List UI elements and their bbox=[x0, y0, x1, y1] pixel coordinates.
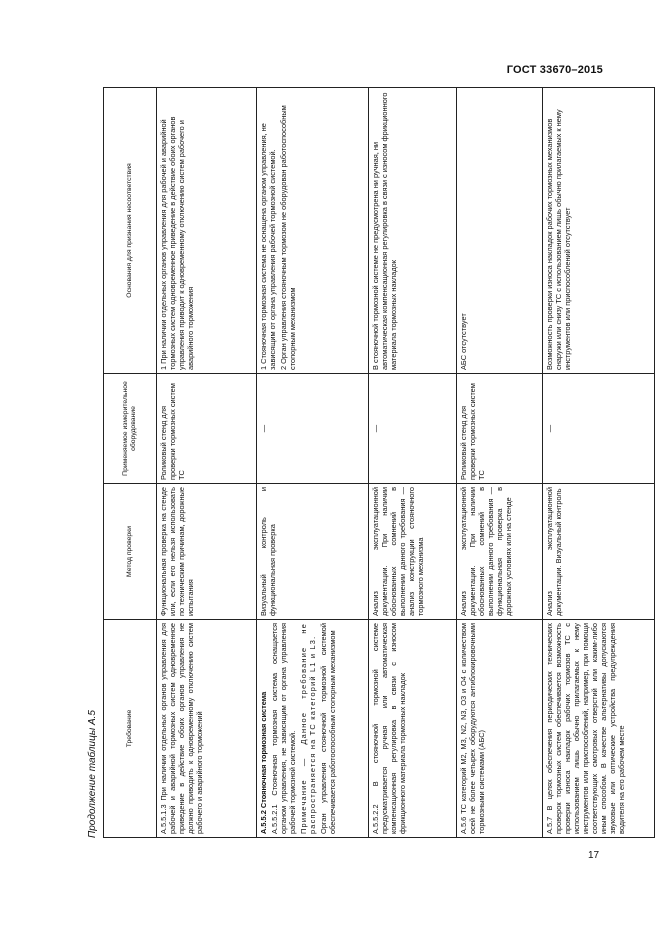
basis-cell bbox=[457, 88, 543, 374]
method-cell: Визуальный контроль и функциональная проверка bbox=[257, 484, 369, 620]
method-cell: Анализ эксплуатационной документации. При наличии обоснованных сомнений в выполнении данного требования — анализ конструкции стояночного тормозного механизма bbox=[369, 484, 457, 620]
document-code: ГОСТ 33670–2015 bbox=[506, 64, 603, 76]
requirement-cell bbox=[257, 620, 369, 838]
column-header-requirement: Требование bbox=[104, 620, 157, 838]
equipment-cell: — bbox=[543, 374, 655, 484]
table-row bbox=[369, 88, 457, 838]
basis-text: 2 Орган управления стояночным тормозом не оборудован работоспособным стопорным механизмом bbox=[279, 105, 298, 370]
requirement-cell bbox=[157, 620, 257, 838]
equipment-cell: — bbox=[257, 374, 369, 484]
requirement-text: А.5.7 В целях обеспечения периодических технических проверок тормозных систем обеспечивается возможность проверки износа накладок рабочих тормозов ТС с использованием лишь обычно прилагаемых к нему инструментов или приспособлений, например, при помощи соответствующих смотровых отверстий или каким-либо иным способом. В качестве альтернативы допускаются звуковые или оптические устройства предупреждения водителя на его рабочем месте bbox=[545, 623, 627, 834]
table-row bbox=[457, 88, 543, 838]
equipment-cell: Роликовый стенд для проверки тормозных систем ТС bbox=[457, 374, 543, 484]
basis-text: В стояночной тормозной системе не предусмотрена ни ручная, ни автоматическая компенсационная регулировка в связи с износом фрикционного материала тормозных накладок bbox=[371, 92, 399, 370]
basis-cell bbox=[369, 88, 457, 374]
column-header-basis: Основания для признания несоответствия bbox=[104, 88, 157, 374]
requirements-table bbox=[103, 87, 655, 838]
method-cell: Функциональная проверка на стенде или, если его нельзя использовать по техническим причинам, дорожные испытания bbox=[157, 484, 257, 620]
basis-cell bbox=[157, 88, 257, 374]
basis-text: 1 При наличии отдельных органов управления для рабочей и аварийной тормозных систем одновременное приведение в действие обоих органов управления приводит к одновременному отключению систем рабочего и аварийного торможения bbox=[159, 116, 196, 370]
requirement-cell bbox=[369, 620, 457, 838]
requirement-cell bbox=[457, 620, 543, 838]
basis-text: 1 Стояночная тормозная система не оснащена органом управления, не зависящим от органа управления рабочей тормозной системой. bbox=[259, 123, 278, 370]
table-row bbox=[543, 88, 655, 838]
method-cell: Анализ эксплуатационной документации. При наличии обоснованных сомнений в выполнении данного требования — функциональная проверка в дорожных условиях или на стенде bbox=[457, 484, 543, 620]
equipment-cell: — bbox=[369, 374, 457, 484]
requirement-text: Орган управления стояночной тормозной системой обеспечивается работоспособным стопорным механизмом bbox=[319, 623, 338, 834]
table-header-row bbox=[104, 88, 157, 838]
equipment-cell: Роликовый стенд для проверки тормозных систем ТС bbox=[157, 374, 257, 484]
table-caption: Продолжение таблицы А.5 bbox=[87, 710, 98, 838]
page-number: 17 bbox=[588, 850, 600, 861]
rotated-table-container bbox=[87, 88, 627, 838]
requirement-text: А.5.5.1.3 При наличии отдельных органов управления для рабочей и аварийной тормозных систем одновременное приведение в действие обоих органов управления не должно приводить к одновременному отключению систем рабочего и аварийного торможений bbox=[159, 623, 205, 834]
section-title: А.5.5.2 Стояночная тормозная система bbox=[259, 691, 268, 834]
requirement-text: А.5.5.2.2 В стояночной тормозной системе предусматривается ручная или автоматическая компенсационная регулировка в связи с износом фрикционного материала тормозных накладок bbox=[371, 623, 408, 834]
requirement-text: А.5.6 ТС категорий M2, M3, N2, N3, O3 и O4 с количеством осей не более четырех оборудуются антиблокировочными тормозными системами (АБС) bbox=[459, 623, 487, 834]
basis-text: АБС отсутствует bbox=[459, 313, 468, 370]
basis-text: Возможность проверки износа накладок рабочих тормозных механизмов снаружи или снизу ТС с использованием лишь обычно прилагаемых к нему инструментов или приспособлений отсутствует bbox=[545, 109, 573, 370]
requirement-note: Примечание — Данное требование не распространяется на ТС категорий L1 и L3. bbox=[299, 623, 318, 834]
table-row bbox=[257, 88, 369, 838]
requirement-text: А.5.5.2.1 Стояночная тормозная система оснащается органом управления, не зависящим от органа управления рабочей тормозной системой. bbox=[270, 623, 298, 834]
basis-cell bbox=[543, 88, 655, 374]
column-header-equipment: Применяемое измерительное оборудование bbox=[104, 374, 157, 484]
requirement-cell bbox=[543, 620, 655, 838]
method-cell: Анализ эксплуатационной документации. Визуальный контроль bbox=[543, 484, 655, 620]
basis-cell bbox=[257, 88, 369, 374]
table-row bbox=[157, 88, 257, 838]
column-header-method: Метод проверки bbox=[104, 484, 157, 620]
